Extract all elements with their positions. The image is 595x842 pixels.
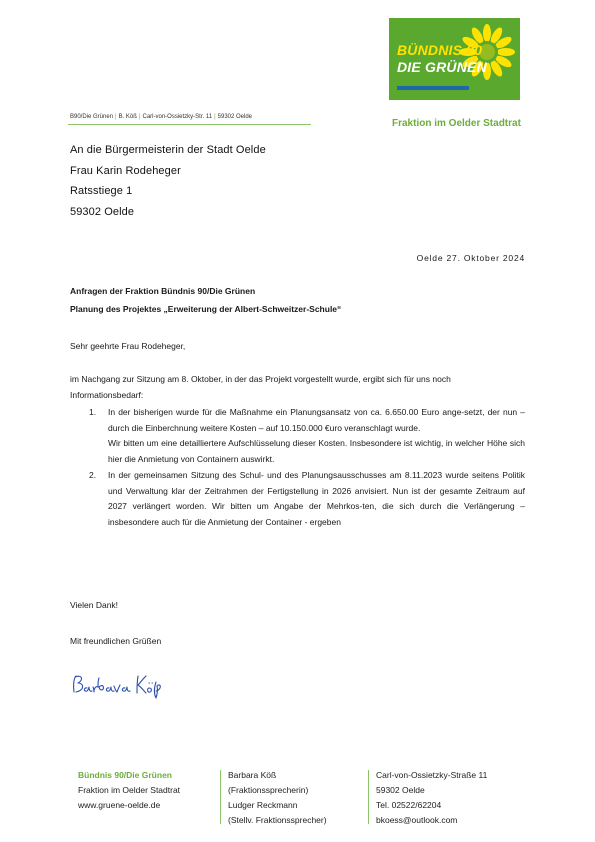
letter-date: Oelde 27. Oktober 2024	[416, 253, 525, 263]
sender-city: 59302 Oelde	[217, 114, 253, 120]
footer-person-2: Ludger Reckmann	[228, 800, 298, 810]
thanks-line: Vielen Dank!	[70, 600, 119, 610]
footer-phone: Tel. 02522/62204	[376, 800, 442, 810]
item-number: 2.	[89, 469, 97, 480]
sender-party: B90/Die Grünen	[70, 114, 114, 120]
logo-line-2: DIE GRÜNEN	[397, 59, 487, 75]
subject-line-2: Planung des Projektes „Erweiterung der Albert-Schweitzer-Schule“	[70, 304, 342, 314]
list-item	[70, 405, 525, 468]
closing-line: Mit freundlichen Grüßen	[70, 636, 162, 646]
sender-street: Carl-von-Ossietzky-Str. 11	[142, 114, 213, 120]
footer-party-column	[78, 768, 180, 813]
item-text: In der gemeinsamen Sitzung des Schul- und des Planungsausschusses am 8.11.2023 wurde seitens Politik und Verwaltung klar der Zeitrahmen der Fertigstellung in 2026 anvisiert. Nun ist der gesamte Zeitraum auf 2027 verlängert worden. Wir bitten um Angabe der Mehrkos-ten, die sich durch die Verlängerung – insbesondere auch für die Anmietung der Container - ergeben	[108, 469, 525, 527]
handwritten-signature	[70, 670, 170, 700]
footer-people-column	[228, 768, 327, 828]
footer-person-2-role: (Stellv. Fraktionssprecher)	[228, 815, 327, 825]
recipient-line-1: An die Bürgermeisterin der Stadt Oelde	[70, 144, 266, 156]
list-item	[70, 468, 525, 531]
sender-name: B. Köß	[118, 114, 137, 120]
sender-divider	[68, 124, 311, 125]
salutation: Sehr geehrte Frau Rodeheger,	[70, 341, 186, 351]
recipient-line-2: Frau Karin Rodeheger	[70, 165, 181, 177]
footer-divider-2	[368, 770, 369, 824]
logo-underline	[397, 86, 469, 90]
question-list	[70, 405, 525, 531]
item-text-2: Wir bitten um eine detailliertere Aufschlüsselung dieser Kosten. Insbesondere ist wichtig, in welcher Höhe sich hier die Anmietung von Containern auswirkt.	[108, 438, 525, 465]
footer-person-1-role: (Fraktionssprecherin)	[228, 785, 309, 795]
sender-line: B90/Die Grünen | B. Köß | Carl-von-Ossietzky-Str. 11 | 59302 Oelde	[70, 114, 253, 120]
fraktion-label: Fraktion im Oelder Stadtrat	[392, 118, 521, 129]
intro-line-1: im Nachgang zur Sitzung am 8. Oktober, in der das Projekt vorgestellt wurde, ergibt sich für uns noch	[70, 374, 451, 384]
footer-contact-column	[376, 768, 487, 828]
party-logo	[389, 18, 520, 100]
logo-line-1: BÜNDNIS 90	[397, 42, 483, 58]
footer-divider-1	[220, 770, 221, 824]
subject-line-1: Anfragen der Fraktion Bündnis 90/Die Grünen	[70, 286, 256, 296]
footer-street: Carl-von-Ossietzky-Straße 11	[376, 770, 488, 780]
footer-website[interactable]: www.gruene-oelde.de	[78, 800, 161, 810]
item-number: 1.	[89, 407, 97, 417]
intro-line-2: Informationsbedarf:	[70, 390, 144, 400]
recipient-line-4: 59302 Oelde	[70, 206, 135, 218]
footer-email[interactable]: bkoess@outlook.com	[376, 815, 458, 825]
footer-party-name: Bündnis 90/Die Grünen	[78, 770, 172, 780]
footer-person-1: Barbara Köß	[228, 770, 277, 780]
footer-city: 59302 Oelde	[376, 785, 425, 795]
item-text: In der bisherigen wurde für die Maßnahme ein Planungsansatz von ca. 6.650.00 Euro ange-setzt, der nun – durch die Einberchnung weitere Kosten – auf 10.150.000 €uro veranschlagt wurde.	[108, 407, 525, 433]
footer-fraktion: Fraktion im Oelder Stadtrat	[78, 785, 181, 795]
recipient-line-3: Ratsstiege 1	[70, 185, 133, 197]
